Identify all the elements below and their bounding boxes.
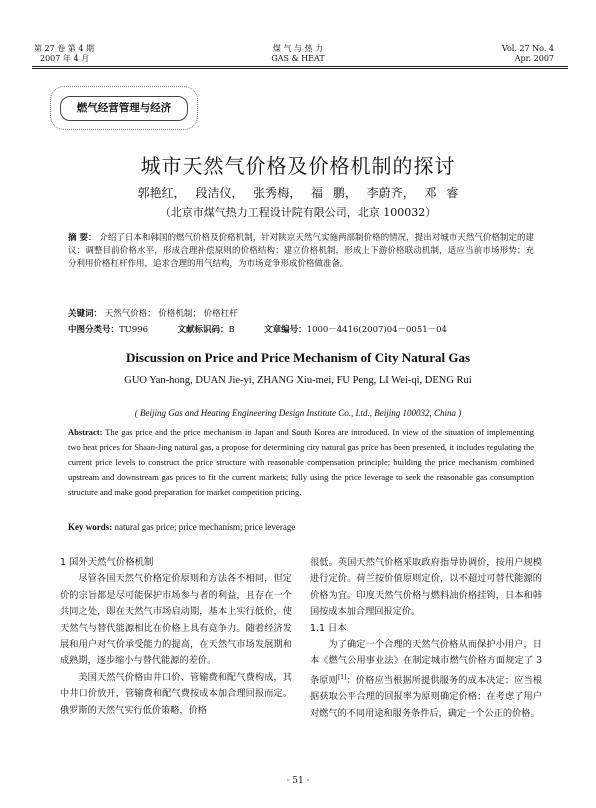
- section-heading-1: 1 国外天然气价格机制: [60, 557, 154, 568]
- journal-volume: 第 27 卷 第 4 期: [34, 44, 94, 53]
- article-title-cn: 城市天然气价格及价格机制的探讨: [140, 154, 456, 178]
- journal-name-cn: 煤 气 与 热 力: [272, 44, 324, 53]
- citation-ref[interactable]: [1]: [337, 673, 347, 681]
- affiliation-en: ( Beijing Gas and Heating Engineering Design Institute Co., Ltd., Beijing 100032, China ): [134, 408, 462, 418]
- header-rule-bottom: [32, 68, 568, 69]
- journal-issue-info: [502, 44, 554, 64]
- abstract-en-label: Abstract:: [68, 427, 103, 437]
- article-number-value: 1000－4416(2007)04－0051－04: [306, 325, 447, 335]
- classification-line: [68, 323, 534, 335]
- keywords-en-text: natural gas price; price mechanism; price leverage: [114, 522, 296, 532]
- authors-en: GUO Yan-hong, DUAN Jie-yi, ZHANG Xiu-mei, FU Peng, LI Wei-qi, DENG Rui: [124, 375, 472, 386]
- doc-code-value: B: [228, 325, 235, 335]
- clc-label: 中图分类号：: [68, 325, 120, 335]
- keywords-cn-text: 天然气价格； 价格机制； 价格杠杆: [104, 309, 238, 319]
- authors-cn: 郭艳红， 段洁仪， 张秀梅， 福 鹏， 李蔚齐， 邓 睿: [137, 186, 459, 200]
- body-paragraph: [310, 637, 542, 722]
- clc-value: TU996: [119, 325, 149, 335]
- doc-code-label: 文献标识码：: [177, 325, 229, 335]
- abstract-cn: [68, 232, 534, 271]
- affiliation-cn: （北京市煤气热力工程设计院有限公司，北京 100032）: [159, 206, 437, 219]
- abstract-cn-label: 摘 要：: [68, 233, 97, 243]
- article-number-label: 文章编号：: [264, 325, 307, 335]
- keywords-en: [68, 522, 534, 532]
- body-column-right: [310, 555, 542, 722]
- body-paragraph: 很低。英国天然气价格采取政府指导协调价，按用户规模进行定价。荷兰按价值原则定价，以不超过可替代能源的价格为宜。印度天然气价格与燃料油价格挂钩，日本和韩国按成本加合理回报定价。: [310, 557, 542, 618]
- keywords-cn: [68, 307, 534, 319]
- journal-name-en: GAS & HEAT: [271, 54, 325, 63]
- body-text: 为了确定一个合理的天然气价格从而保护小用户，日本《燃气公用事业法》在制定城市燃气价格方面规定了 3 条原则: [310, 639, 542, 686]
- body-column-left: [60, 555, 292, 719]
- abstract-en: [68, 425, 534, 500]
- keywords-cn-label: 关键词：: [68, 309, 103, 319]
- subsection-heading-1-1: 1.1 日本: [310, 622, 347, 634]
- article-title-en: Discussion on Price and Price Mechanism of City Natural Gas: [125, 350, 471, 365]
- abstract-en-text: The gas price and the price mechanism in Japan and South Korea are introduced. In view of the situation of implementing two heat prices for Shaan-Jing natural gas, a propose for determining city natural gas price has been presented, it includes regulating the current price levels to construct the price structure with reasonable compensation principle; building the price mechanism combined upstream and downstream gas prices to fit the current markets; fully using the price leverage to seek the reasonable gas consumption structure and make good preparation for market competition pricing.: [68, 427, 534, 497]
- journal-date-cn: 2007 年 4 月: [40, 54, 90, 63]
- header-rule-top: [32, 66, 568, 67]
- keywords-en-label: Key words:: [68, 522, 113, 532]
- body-paragraph: 尽管各国天然气价格定价原则和方法各不相同，但定价的宗旨都是尽可能保护市场参与者的利益，且存在一个共同之处，即在天然气市场启动期，基本上实行低价，使天然气与替代能源相比在价格上具有竞争力。随着经济发展和用户对气价承受能力的提高，在天然气市场发展期和成熟期，逐步缩小与替代能源的差价。: [60, 573, 292, 667]
- column-badge: 燃气经营管理与经济: [60, 96, 188, 121]
- journal-issue-en: Vol. 27 No. 4: [501, 44, 554, 53]
- page-number: · 51 ·: [286, 776, 310, 786]
- abstract-cn-text: 介绍了日本和韩国的燃气价格及价格机制，针对陕京天然气实施两部制价格的情况，提出对城市天然气价格制定的建议：调整目前价格水平，形成合理补偿原则的价格结构；建立价格机制，形成上下游价格联动机制，适应当前市场形势；充分利用价格杠杆作用，追求合理的用气结构，为市场竞争形成价格做准备。: [68, 233, 534, 269]
- journal-date-en: Apr. 2007: [514, 54, 554, 63]
- body-text: ：价格应当根据所提供服务的成本决定；应当根据获取公平合理的回报率为原则确定价格；在考虑了用户对燃气的不同用途和服务条件后，确定一个公正的价格。: [310, 674, 542, 719]
- body-paragraph: 美国天然气价格由井口价、管输费和配气费构成，其中井口价放开，管输费和配气费按成本加合理回报而定。俄罗斯的天然气实行低价策略，价格: [60, 671, 292, 716]
